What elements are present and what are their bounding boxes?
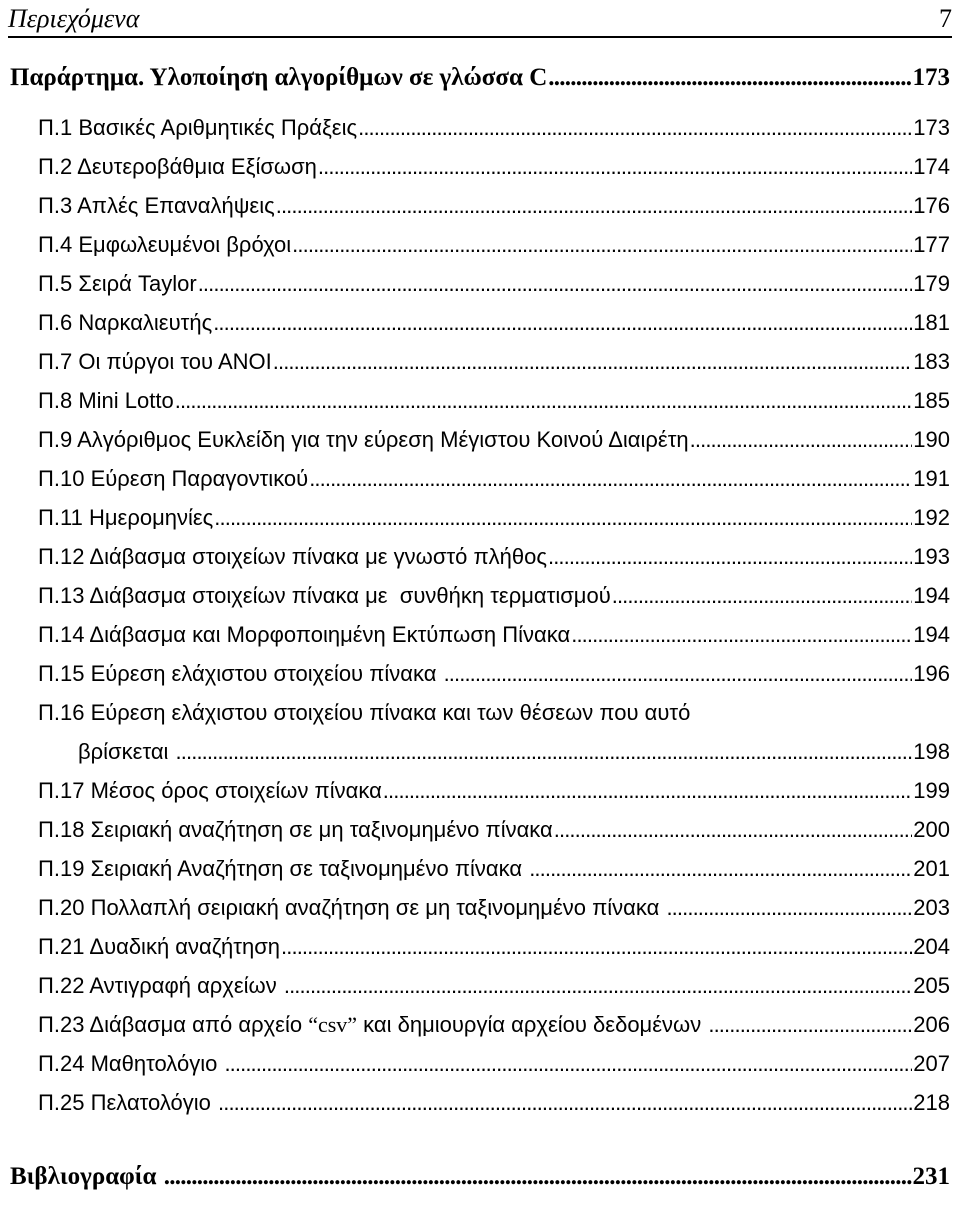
- toc-entry[interactable]: [38, 115, 950, 141]
- toc-entry-label: Π.13 Διάβασμα στοιχείων πίνακα με συνθήκη τερματισμού: [38, 583, 611, 608]
- toc-leader-dots: [708, 1012, 912, 1038]
- toc-leader-dots: [309, 466, 912, 492]
- toc-entry-page: 231: [912, 1163, 950, 1190]
- toc-entry-label: Π.7 Οι πύργοι του ΑΝΟΙ: [38, 349, 272, 374]
- toc-entry-first-line[interactable]: Π.16 Εύρεση ελάχιστου στοιχείου πίνακα και των θέσεων που αυτό: [38, 700, 691, 725]
- toc-entry-label: Π.15 Εύρεση ελάχιστου στοιχείου πίνακα: [38, 661, 443, 686]
- toc-entry-page: 207: [913, 1051, 950, 1076]
- toc-entry-page: 201: [913, 856, 950, 881]
- toc-entry-page: 194: [913, 622, 950, 647]
- toc-entry[interactable]: [38, 427, 950, 453]
- toc-entry-label: Π.18 Σειριακή αναζήτηση σε μη ταξινομημένο πίνακα: [38, 817, 553, 842]
- header-title: Περιεχόμενα: [8, 4, 140, 33]
- toc-leader-dots: [213, 310, 912, 336]
- toc-leader-dots: [318, 154, 912, 180]
- toc-leader-dots: [548, 64, 911, 92]
- toc-entry-page: 200: [913, 817, 950, 842]
- toc-leader-dots: [612, 583, 913, 609]
- toc-entry-label: [38, 1012, 707, 1038]
- toc-leader-dots: [444, 661, 913, 687]
- toc-leader-dots: [571, 622, 912, 648]
- toc-leader-dots: [548, 544, 912, 570]
- toc-leader-dots: [198, 271, 913, 297]
- toc-entry-page: 198: [913, 739, 950, 764]
- toc-entry-label: Π.22 Αντιγραφή αρχείων: [38, 973, 283, 998]
- toc-entry-page: 205: [913, 973, 950, 998]
- toc-entry-label: Παράρτημα. Υλοποίηση αλγορίθμων σε γλώσσα C: [10, 64, 548, 91]
- toc-entry-page: 181: [913, 310, 950, 335]
- toc-entry-label: Π.10 Εύρεση Παραγοντικού: [38, 466, 309, 491]
- toc-entry-label: Π.25 Πελατολόγιο: [38, 1090, 217, 1115]
- toc-leader-dots: [690, 427, 913, 453]
- toc-entry-page: 177: [913, 232, 950, 257]
- toc-entry-label: Π.5 Σειρά Taylor: [38, 271, 197, 296]
- toc-entry[interactable]: [38, 856, 950, 882]
- toc-entry-page: 204: [913, 934, 950, 959]
- toc-entry[interactable]: [38, 232, 950, 258]
- toc-leader-dots: [214, 505, 912, 531]
- toc-entry[interactable]: [38, 1090, 950, 1116]
- toc-leader-dots: [276, 193, 913, 219]
- toc-entry[interactable]: [38, 778, 950, 804]
- toc-entry[interactable]: [38, 622, 950, 648]
- toc-leader-dots: [529, 856, 912, 882]
- toc-entry-page: 173: [912, 64, 950, 91]
- toc-entry[interactable]: [38, 1051, 950, 1077]
- toc-leader-dots: [358, 115, 912, 141]
- toc-entry-label: Π.24 Μαθητολόγιο: [38, 1051, 224, 1076]
- header-page-number: 7: [939, 4, 952, 33]
- toc-entry-page: 203: [913, 895, 950, 920]
- toc-entry-label: Π.11 Ημερομηνίες: [38, 505, 214, 530]
- toc-leader-dots: [164, 1163, 912, 1191]
- toc-entry-label: βρίσκεται: [78, 739, 175, 764]
- toc-entry-page: 183: [913, 349, 950, 374]
- toc-entry[interactable]: [38, 310, 950, 336]
- toc-leader-dots: [292, 232, 912, 258]
- toc-bibliography-entry[interactable]: [10, 1163, 950, 1191]
- toc-entry-label: Π.8 Mini Lotto: [38, 388, 174, 413]
- toc-entry-page: 173: [913, 115, 950, 140]
- toc-entry-page: 199: [913, 778, 950, 803]
- toc-entry-page: 190: [913, 427, 950, 452]
- toc-entry-page: 191: [913, 466, 950, 491]
- toc-entry[interactable]: [38, 661, 950, 687]
- toc-entry-page: 185: [913, 388, 950, 413]
- toc-entry[interactable]: [38, 544, 950, 570]
- toc-entry[interactable]: [38, 973, 950, 999]
- toc-entry[interactable]: [38, 505, 950, 531]
- toc-entry-page: 206: [913, 1012, 950, 1037]
- toc-entry[interactable]: [38, 349, 950, 375]
- toc-entry-page: 218: [913, 1090, 950, 1115]
- toc-leader-dots: [666, 895, 912, 921]
- toc-leader-dots: [176, 739, 913, 765]
- toc-leader-dots: [273, 349, 913, 375]
- toc-entry-label: Π.3 Απλές Επαναλήψεις: [38, 193, 275, 218]
- toc-entry[interactable]: [38, 154, 950, 180]
- toc-entry-page: 192: [913, 505, 950, 530]
- toc-entry-label: Π.12 Διάβασμα στοιχείων πίνακα με γνωστό πλήθος: [38, 544, 547, 569]
- toc-entry-page: 193: [913, 544, 950, 569]
- toc-entry-label: Π.17 Μέσος όρος στοιχείων πίνακα: [38, 778, 382, 803]
- toc-label-csv: “csv”: [308, 1012, 358, 1037]
- toc-entry[interactable]: [38, 271, 950, 297]
- toc-label-part: και δημιουργία αρχείου δεδομένων: [357, 1012, 708, 1037]
- toc-leader-dots: [224, 1051, 912, 1077]
- toc-entry-label: Π.2 Δευτεροβάθμια Εξίσωση: [38, 154, 317, 179]
- toc-leader-dots: [281, 934, 912, 960]
- toc-entry-page: 174: [913, 154, 950, 179]
- toc-entry[interactable]: [38, 583, 950, 609]
- toc-label-part: Π.23 Διάβασμα από αρχείο: [38, 1012, 309, 1037]
- toc-entry-label: Βιβλιογραφία: [10, 1163, 163, 1190]
- running-header: [8, 0, 952, 38]
- toc-leader-dots: [554, 817, 913, 843]
- toc-leader-dots: [175, 388, 913, 414]
- toc-entry[interactable]: [38, 1012, 950, 1038]
- toc-entry-label: Π.21 Δυαδική αναζήτηση: [38, 934, 281, 959]
- toc-leader-dots: [284, 973, 912, 999]
- toc-entry-page: 176: [913, 193, 950, 218]
- toc-entry[interactable]: [38, 817, 950, 843]
- toc-entry[interactable]: [38, 934, 950, 960]
- toc-entry-label: Π.20 Πολλαπλή σειριακή αναζήτηση σε μη ταξινομημένο πίνακα: [38, 895, 666, 920]
- toc-entry-label: Π.1 Βασικές Αριθμητικές Πράξεις: [38, 115, 358, 140]
- toc-entry-label: Π.19 Σειριακή Αναζήτηση σε ταξινομημένο πίνακα: [38, 856, 529, 881]
- toc-entry-label: Π.9 Αλγόριθμος Ευκλείδη για την εύρεση Μέγιστου Κοινού Διαιρέτη: [38, 427, 689, 452]
- toc-entry-page: 179: [913, 271, 950, 296]
- toc-entry-label: Π.4 Εμφωλευμένοι βρόχοι: [38, 232, 292, 257]
- toc-entry-label: Π.6 Ναρκαλιευτής: [38, 310, 213, 335]
- toc-entry[interactable]: [38, 895, 950, 921]
- toc-entry-page: 196: [913, 661, 950, 686]
- toc-leader-dots: [218, 1090, 912, 1116]
- toc-entry[interactable]: [38, 193, 950, 219]
- toc-leader-dots: [383, 778, 912, 804]
- toc-entry[interactable]: [38, 466, 950, 492]
- toc-entry[interactable]: [38, 388, 950, 414]
- toc-chapter-entry[interactable]: [10, 64, 950, 92]
- toc-entry-label: Π.14 Διάβασμα και Μορφοποιημένη Εκτύπωση Πίνακα: [38, 622, 571, 647]
- toc-entry-continuation[interactable]: [78, 739, 950, 765]
- toc-entry-page: 194: [913, 583, 950, 608]
